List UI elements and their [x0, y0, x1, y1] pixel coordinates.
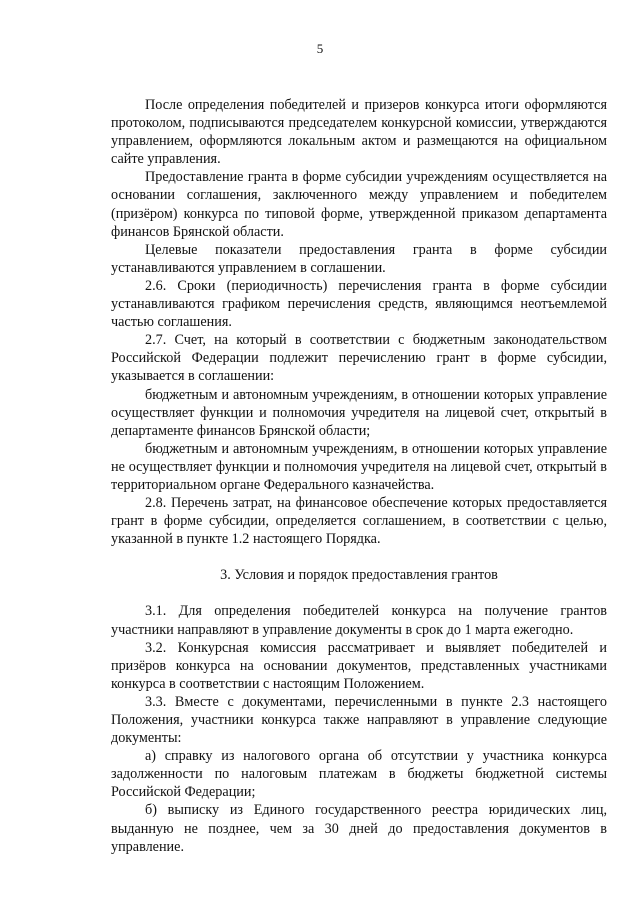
- section-title: 3. Условия и порядок предоставления грантов: [220, 567, 498, 584]
- paragraph-target-indicators: Целевые показатели предоставления гранта в форме субсидии устанавливаются управлением в соглашении.: [111, 241, 607, 276]
- paragraph-results: После определения победителей и призеров конкурса итоги оформляются протоколом, подписываются председателем конкурсной комиссии, утверждаются управлением, оформляются локальным актом и размещаются на официальном сайте управления.: [111, 97, 607, 168]
- paragraph-grant-provision: Предоставление гранта в форме субсидии учреждениям осуществляется на основании соглашения, заключенного между управлением и победителем (призёром) конкурса по типовой форме, утвержденной приказом департамента финансов Брянской области.: [111, 169, 607, 240]
- paragraph-3-3-item-b: б) выписку из Единого государственного реестра юридических лиц, выданную не позднее, чем за 30 дней до предоставления документов в управление.: [111, 802, 607, 855]
- paragraph-2-7-item-2: бюджетным и автономным учреждениям, в отношении которых управление не осуществляет функции и полномочия учредителя на лицевой счет, открытый в территориальном органе Федерального казначейства.: [111, 440, 607, 493]
- paragraph-3-3-item-a: а) справку из налогового органа об отсутствии у участника конкурса задолженности по налоговым платежам в бюджеты бюджетной системы Российской Федерации;: [111, 748, 607, 801]
- paragraph-2-7: 2.7. Счет, на который в соответствии с бюджетным законодательством Российской Федерации подлежит перечислению грант в форме субсидии, указывается в соглашении:: [111, 332, 607, 385]
- paragraph-2-8: 2.8. Перечень затрат, на финансовое обеспечение которых предоставляется грант в форме субсидии, определяется соглашением, в соответствии с целью, указанной в пункте 1.2 настоящего Порядка.: [111, 495, 607, 548]
- paragraph-2-6: 2.6. Сроки (периодичность) перечисления гранта в форме субсидии устанавливаются графиком перечисления средств, являющимся неотъемлемой частью соглашения.: [111, 277, 607, 331]
- paragraph-2-7-item-1: бюджетным и автономным учреждениям, в отношении которых управление осуществляет функции и полномочия учредителя на лицевой счет, открытый в департаменте финансов Брянской области;: [111, 386, 607, 439]
- page-number: 5: [316, 41, 324, 56]
- paragraph-3-1: 3.1. Для определения победителей конкурса на получение грантов участники направляют в управление документы в срок до 1 марта ежегодно.: [111, 603, 607, 638]
- paragraph-3-3: 3.3. Вместе с документами, перечисленными в пункте 2.3 настоящего Положения, участники конкурса также направляют в управление следующие документы:: [111, 693, 607, 747]
- document-body: [111, 96, 607, 856]
- paragraph-3-2: 3.2. Конкурсная комиссия рассматривает и выявляет победителей и призёров конкурса на основании документов, представленных участниками конкурса в соответствии с настоящим Положением.: [111, 639, 607, 692]
